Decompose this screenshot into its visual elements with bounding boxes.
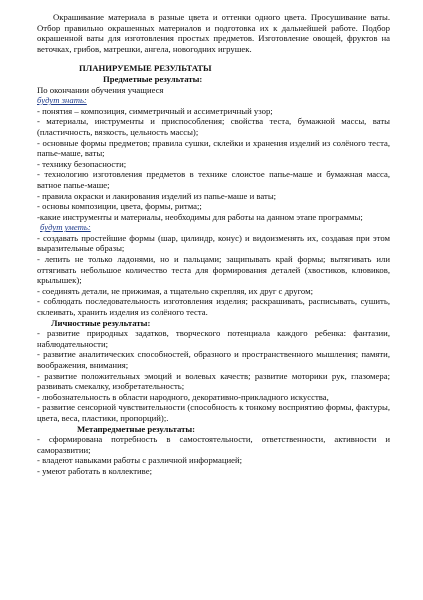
know-item: - материалы, инструменты и приспособления; свойства теста, бумажной массы, ваты (пластичность, вязкость, цельность массы); bbox=[37, 116, 390, 137]
subject-results-heading: Предметные результаты: bbox=[103, 73, 203, 84]
know-item: - основы композиции, цвета, формы, ритма;; bbox=[37, 201, 202, 212]
meta-item: - сформирована потребность в самостоятельности, ответственности, активности и саморазвитии; bbox=[37, 434, 390, 455]
able-item: - создавать простейшие формы (шар, цилиндр, конус) и видоизменять их, создавая при этом выразительные образы; bbox=[37, 232, 390, 254]
personal-item: - развитие аналитических способностей, образного и пространственного мышления; памяти, воображения, внимания; bbox=[37, 349, 390, 370]
personal-results-heading: Личностные результаты: bbox=[51, 317, 151, 328]
know-item: -какие инструменты и материалы, необходимы для работы на данном этапе программы; bbox=[37, 211, 363, 222]
know-item: - понятия – композиция, симметричный и ассиметричный узор; bbox=[37, 105, 273, 116]
able-item: - лепить не только ладонями, но и пальцами; защипывать край формы; вытягивать или оттягивать небольшое количество теста для формирования деталей (хвостиков, клювиков, крылышек); bbox=[37, 254, 390, 286]
able-item: - соединять детали, не прижимая, а тщательно скрепляя, их друг с другом; bbox=[37, 285, 314, 296]
meta-results-heading: Метапредметные результаты: bbox=[77, 423, 196, 434]
personal-item: - развитие положительных эмоций и волевых качеств; развитие моторики рук, глазомера; развивать смекалку, изобретательность; bbox=[37, 370, 390, 392]
know-item: - правила окраски и лакирования изделий из папье-маше и ваты; bbox=[37, 190, 277, 201]
know-item: - технику безопасности; bbox=[37, 158, 127, 169]
able-item: - соблюдать последовательность изготовления изделия; раскрашивать, расписывать, сушить, склеивать, хранить изделия из солёного теста. bbox=[37, 296, 390, 318]
personal-item: - любознательность в области народного, декоративно-прикладного искусства, bbox=[37, 391, 329, 402]
know-item: - основные формы предметов; правила сушки, склейки и хранения изделий из солёного теста, папье-маше, ваты; bbox=[37, 137, 390, 159]
intro-paragraph: Окрашивание материала в разные цвета и оттенки одного цвета. Просушивание ваты. Отбор правильно окрашенных материалов и подготовка их к дальнейшей работе. Подбор окрашенной ваты для изготовления простых предметов. Изготовление овощей, фруктов на веточках, грибов, матрешки, ангела, новогодних игрушек. bbox=[37, 12, 390, 54]
section-title: ПЛАНИРУЕМЫЕ РЕЗУЛЬТАТЫ bbox=[79, 63, 212, 74]
document-page bbox=[37, 12, 390, 477]
know-item: - технологию изготовления предметов в технике слоистое папье-маше и бумажная масса, ватное папье-маше; bbox=[37, 169, 390, 190]
subject-results-lead: По окончании обучения учащиеся bbox=[37, 84, 164, 95]
personal-item: - развитие сенсорной чувствительности (способность к тонкому восприятию формы, фактуры, цвета, веса, пластики, пропорций);. bbox=[37, 402, 390, 423]
able-label: будут уметь: bbox=[40, 222, 91, 233]
know-label: будут знать: bbox=[37, 95, 87, 106]
meta-item: - владеют навыками работы с различной информацией; bbox=[37, 455, 243, 466]
meta-item: - умеют работать в коллективе; bbox=[37, 465, 152, 476]
personal-item: - развитие природных задатков, творческого потенциала каждого ребенка: фантазии, наблюдательности; bbox=[37, 328, 390, 349]
